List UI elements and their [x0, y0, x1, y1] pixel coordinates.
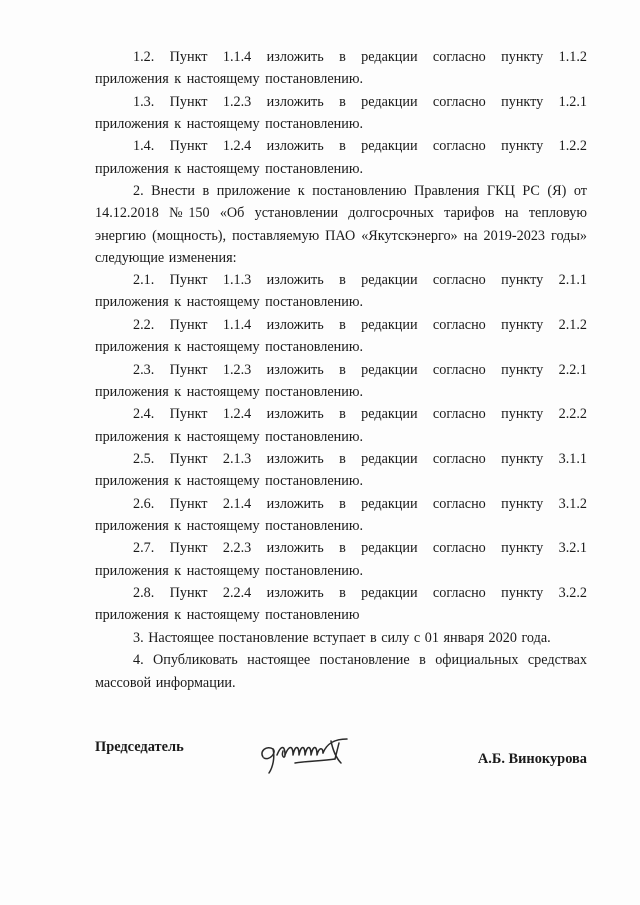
signature-block — [95, 733, 587, 793]
paragraph-1-3: 1.3. Пункт 1.2.3 изложить в редакции согласно пункту 1.2.1 приложения к настоящему постановлению. — [95, 93, 587, 132]
paragraph-2-3: 2.3. Пункт 1.2.3 изложить в редакции согласно пункту 2.2.1 приложения к настоящему постановлению. — [95, 361, 587, 400]
paragraph-2-7: 2.7. Пункт 2.2.3 изложить в редакции согласно пункту 3.2.1 приложения к настоящему постановлению. — [95, 540, 587, 579]
paragraph-2-6: 2.6. Пункт 2.1.4 изложить в редакции согласно пункту 3.1.2 приложения к настоящему постановлению. — [95, 495, 587, 534]
signatory-name: А.Б. Винокурова — [477, 751, 587, 767]
signatory-title: Председатель — [95, 739, 184, 755]
paragraph-3: 3. Настоящее постановление вступает в силу с 01 января 2020 года. — [133, 629, 551, 646]
paragraph-2-2: 2.2. Пункт 1.1.4 изложить в редакции согласно пункту 2.1.2 приложения к настоящему постановлению. — [95, 316, 587, 356]
paragraph-2-8: 2.8. Пункт 2.2.4 изложить в редакции согласно пункту 3.2.2 приложения к настоящему постановлению — [95, 585, 587, 624]
document-body — [95, 46, 587, 694]
paragraph-4: 4. Опубликовать настоящее постановление в официальных средствах массовой информации. — [95, 652, 587, 691]
paragraph-2-5: 2.5. Пункт 2.1.3 изложить в редакции согласно пункту 3.1.1 приложения к настоящему постановлению. — [95, 451, 587, 490]
paragraph-2-4: 2.4. Пункт 1.2.4 изложить в редакции согласно пункту 2.2.2 приложения к настоящему постановлению. — [95, 406, 587, 445]
paragraph-1-2: 1.2. Пункт 1.1.4 изложить в редакции согласно пункту 1.1.2 приложения к настоящему постановлению. — [95, 49, 587, 88]
paragraph-2-1: 2.1. Пункт 1.1.3 изложить в редакции согласно пункту 2.1.1 приложения к настоящему постановлению. — [95, 272, 587, 311]
paragraph-1-4: 1.4. Пункт 1.2.4 изложить в редакции согласно пункту 1.2.2 приложения к настоящему постановлению. — [95, 138, 587, 177]
paragraph-2: 2. Внести в приложение к постановлению Правления ГКЦ РС (Я) от 14.12.2018 №150 «Об установлении долгосрочных тарифов на тепловую энергию (мощность), поставляемую ПАО «Якутскэнерго» на 2019-2023 годы» следующие изменения: — [95, 183, 587, 266]
handwritten-signature — [255, 733, 375, 777]
